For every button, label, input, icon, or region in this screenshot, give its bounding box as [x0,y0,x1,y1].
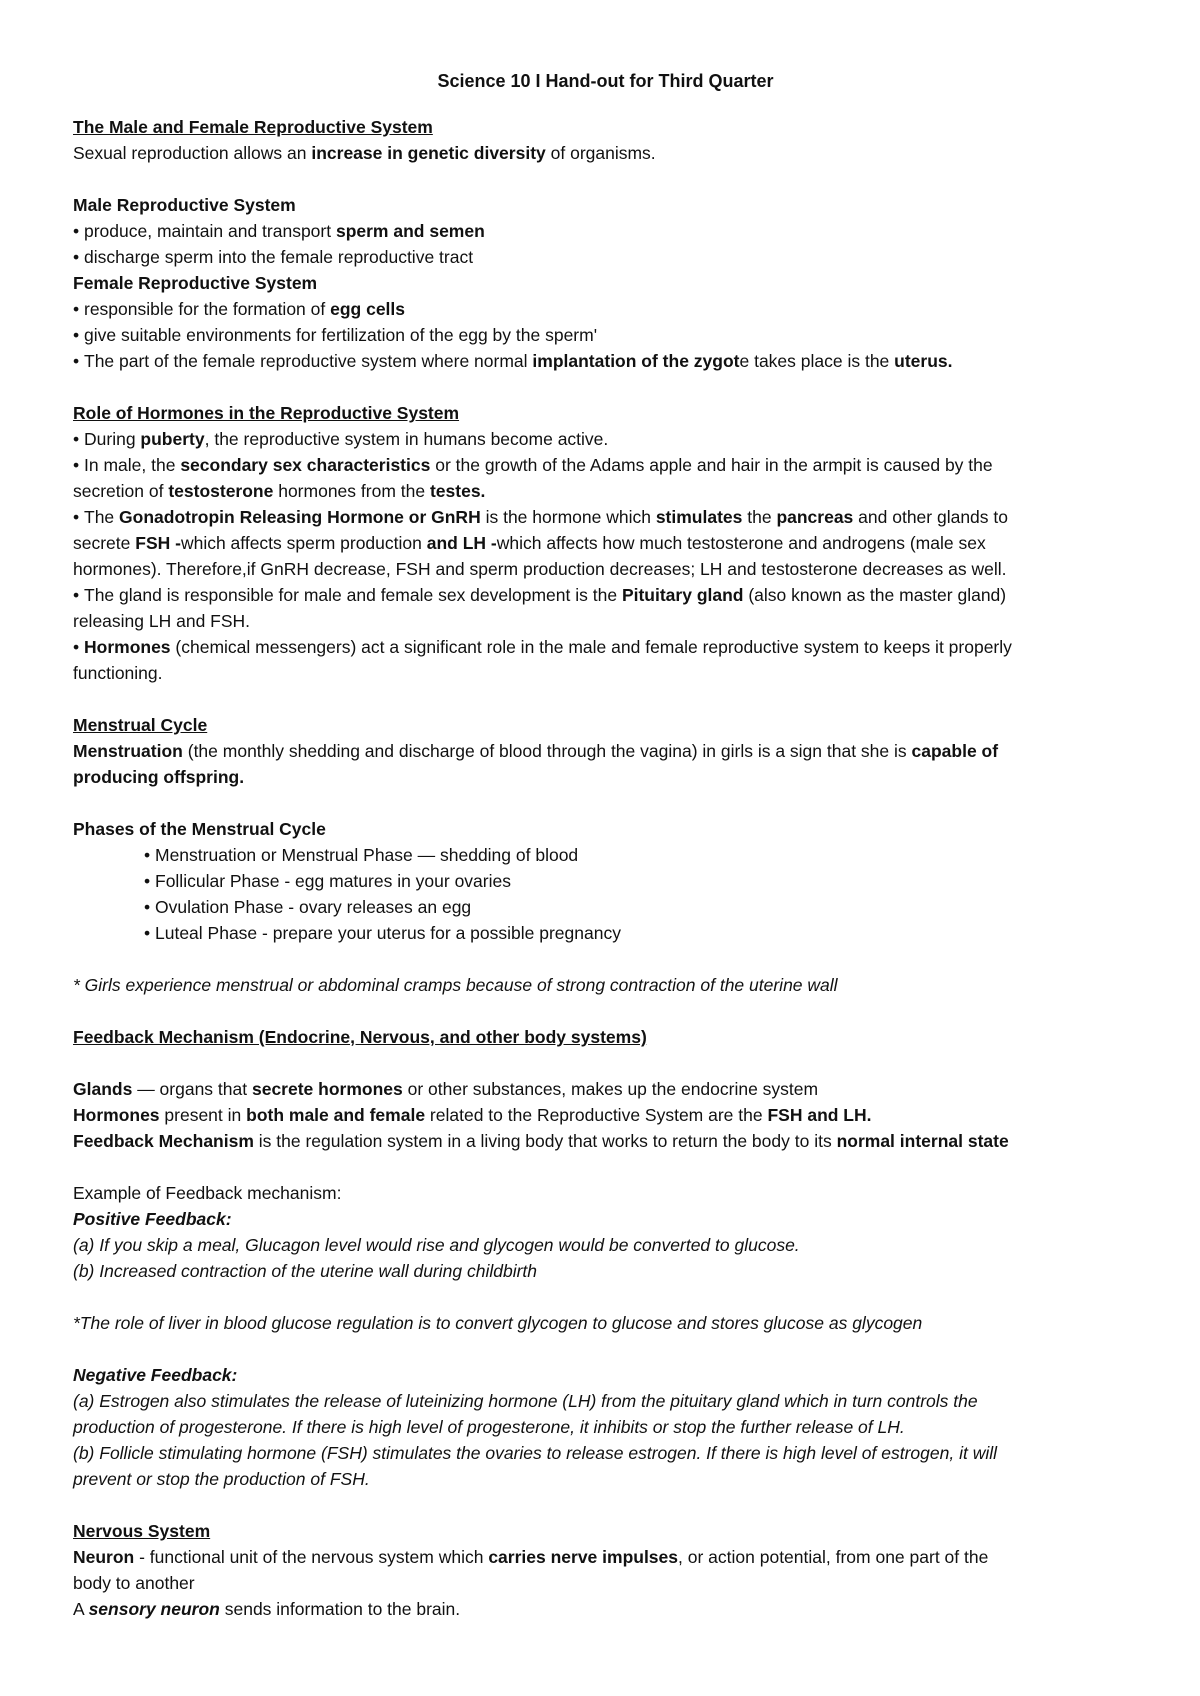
female-bullet-2: • give suitable environments for fertilization of the egg by the sperm' [73,322,1138,348]
hormones-bullet-5-cont: functioning. [73,663,163,683]
female-bullet-1: • responsible for the formation of egg cells [73,296,1138,322]
hormones-bullet-3-cont: secrete FSH -which affects sperm production and LH -which affects how much testosterone and androgens (male sex [73,533,986,553]
negative-feedback-b: (b) Follicle stimulating hormone (FSH) stimulates the ovaries to release estrogen. If there is high level of estrogen, it will [73,1443,998,1463]
positive-feedback-b: (b) Increased contraction of the uterine wall during childbirth [73,1261,537,1281]
document-title: Science 10 I Hand-out for Third Quarter [437,71,774,91]
hormones-bullet-2: • In male, the secondary sex characteristics or the growth of the Adams apple and hair in the armpit is caused by the [73,452,1138,478]
section-heading-feedback: Feedback Mechanism (Endocrine, Nervous, and other body systems) [73,1027,647,1047]
hormones-bullet-1: • During puberty, the reproductive system in humans become active. [73,426,1138,452]
hormones-bullet-3-cont2: hormones). Therefore,if GnRH decrease, FSH and sperm production decreases; LH and testosterone decreases as well. [73,559,1007,579]
liver-note: *The role of liver in blood glucose regulation is to convert glycogen to glucose and stores glucose as glycogen [73,1313,923,1333]
feedback-example-label: Example of Feedback mechanism: [73,1183,342,1203]
hormones-definition: Hormones present in both male and female related to the Reproductive System are the FSH and LH. [73,1105,872,1125]
section-heading-reproductive-system: The Male and Female Reproductive System [73,117,433,137]
intro-paragraph: Sexual reproduction allows an increase in genetic diversity of organisms. [73,143,656,163]
positive-feedback-a: (a) If you skip a meal, Glucagon level would rise and glycogen would be converted to glucose. [73,1235,800,1255]
positive-feedback-heading: Positive Feedback: [73,1209,232,1229]
hormones-bullet-2-cont: secretion of testosterone hormones from the testes. [73,481,486,501]
phases-heading: Phases of the Menstrual Cycle [73,819,326,839]
phase-item: • Follicular Phase - egg matures in your ovaries [73,868,1138,894]
section-heading-menstrual-cycle: Menstrual Cycle [73,715,208,735]
menstruation-definition-cont: producing offspring. [73,767,245,787]
male-bullet-1: • produce, maintain and transport sperm and semen [73,218,1138,244]
negative-feedback-heading: Negative Feedback: [73,1365,238,1385]
female-bullet-3: • The part of the female reproductive system where normal implantation of the zygote takes place is the uterus. [73,348,1138,374]
hormones-bullet-4: • The gland is responsible for male and female sex development is the Pituitary gland (also known as the master gland) [73,582,1138,608]
phase-item: • Menstruation or Menstrual Phase — shedding of blood [73,842,1138,868]
hormones-bullet-3: • The Gonadotropin Releasing Hormone or GnRH is the hormone which stimulates the pancreas and other glands to [73,504,1138,530]
neuron-definition: Neuron - functional unit of the nervous system which carries nerve impulses, or action potential, from one part of the [73,1547,989,1567]
menstruation-definition: Menstruation (the monthly shedding and discharge of blood through the vagina) in girls is a sign that she is capable of [73,741,999,761]
female-system-heading: Female Reproductive System [73,273,318,293]
section-heading-nervous-system: Nervous System [73,1521,211,1541]
phase-item: • Ovulation Phase - ovary releases an egg [73,894,1138,920]
sensory-neuron-line: A sensory neuron sends information to the brain. [73,1599,461,1619]
negative-feedback-a-cont: production of progesterone. If there is high level of progesterone, it inhibits or stop the further release of LH. [73,1417,905,1437]
negative-feedback-b-cont: prevent or stop the production of FSH. [73,1469,370,1489]
male-bullet-2: • discharge sperm into the female reproductive tract [73,244,1138,270]
negative-feedback-a: (a) Estrogen also stimulates the release of luteinizing hormone (LH) from the pituitary gland which in turn controls the [73,1391,978,1411]
phase-item: • Luteal Phase - prepare your uterus for a possible pregnancy [73,920,1138,946]
hormones-bullet-5: • Hormones (chemical messengers) act a significant role in the male and female reproductive system to keeps it properly [73,634,1138,660]
neuron-definition-cont: body to another [73,1573,195,1593]
section-heading-hormones: Role of Hormones in the Reproductive System [73,403,460,423]
male-system-heading: Male Reproductive System [73,195,296,215]
cramps-note: * Girls experience menstrual or abdominal cramps because of strong contraction of the uterine wall [73,975,838,995]
document-page [73,68,1138,1622]
hormones-bullet-4-cont: releasing LH and FSH. [73,611,251,631]
feedback-mechanism-definition: Feedback Mechanism is the regulation system in a living body that works to return the body to its normal internal state [73,1131,1009,1151]
glands-definition: Glands — organs that secrete hormones or other substances, makes up the endocrine system [73,1079,819,1099]
